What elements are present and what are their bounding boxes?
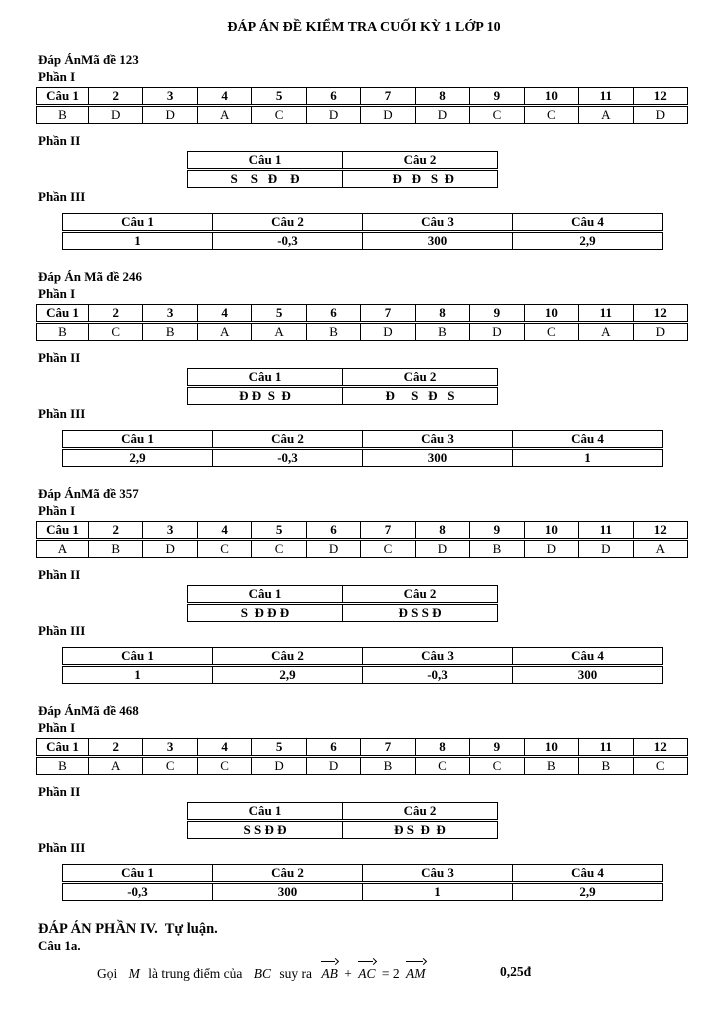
table-answer-row xyxy=(188,387,498,405)
numeric-answer-cell: 1 xyxy=(513,449,663,467)
table-header-row xyxy=(37,739,688,757)
table-header-row xyxy=(188,586,498,604)
choice-answer-cell: B xyxy=(37,106,89,124)
numeric-answer-cell: 2,9 xyxy=(513,232,663,250)
question-number-cell: 3 xyxy=(143,739,197,757)
question-number-cell: 5 xyxy=(252,88,306,106)
table-header-row xyxy=(63,431,663,449)
choice-answer-cell: D xyxy=(579,540,633,558)
question-number-cell: 8 xyxy=(415,522,469,540)
part2-label: Phần II xyxy=(38,133,81,148)
solution-word-mid1: là trung điểm của xyxy=(148,966,243,981)
question-number-cell: 4 xyxy=(197,522,251,540)
numeric-answer-cell: 300 xyxy=(363,449,513,467)
vector-ac-symbol: AC xyxy=(358,962,375,984)
question-number-cell: 10 xyxy=(524,305,578,323)
choice-answer-cell: C xyxy=(524,106,578,124)
numeric-answer-cell: 300 xyxy=(513,666,663,684)
part3-label: Phần III xyxy=(38,189,86,204)
question-number-cell: 12 xyxy=(633,305,687,323)
question-number-cell: 2 xyxy=(89,88,143,106)
part1-label: Phần I xyxy=(38,503,76,518)
section-heading: Đáp ÁnMã đề 123 xyxy=(38,52,139,67)
choice-answer-cell: A xyxy=(633,540,687,558)
true-false-answer-cell: Đ S S Đ xyxy=(343,604,498,622)
true-false-answer-cell: Đ S Đ Đ xyxy=(343,821,498,839)
part1-label: Phần I xyxy=(38,69,76,84)
question-label-cell: Câu 2 xyxy=(343,369,498,387)
choice-answer-cell: B xyxy=(37,757,89,775)
part3-answers-table xyxy=(62,864,663,901)
question-number-cell: 5 xyxy=(252,739,306,757)
question-number-cell: 9 xyxy=(470,522,524,540)
question-label-cell: Câu 1 xyxy=(188,369,343,387)
question-number-cell: 12 xyxy=(633,88,687,106)
choice-answer-cell: D xyxy=(361,106,415,124)
section-heading: Đáp ÁnMã đề 357 xyxy=(38,486,139,501)
question-number-cell: Câu 1 xyxy=(37,739,89,757)
question-label-cell: Câu 1 xyxy=(188,803,343,821)
question-number-cell: 10 xyxy=(524,88,578,106)
table-answer-row xyxy=(37,540,688,558)
choice-answer-cell: D xyxy=(633,323,687,341)
question-number-cell: 2 xyxy=(89,522,143,540)
part1-label: Phần I xyxy=(38,720,76,735)
choice-answer-cell: D xyxy=(306,757,360,775)
choice-answer-cell: D xyxy=(361,323,415,341)
question-label-cell: Câu 4 xyxy=(513,431,663,449)
numeric-answer-cell: 2,9 xyxy=(63,449,213,467)
choice-answer-cell: C xyxy=(361,540,415,558)
part2-label: Phần II xyxy=(38,567,81,582)
choice-answer-cell: D xyxy=(633,106,687,124)
question-number-cell: 3 xyxy=(143,88,197,106)
choice-answer-cell: C xyxy=(89,323,143,341)
part3-label: Phần III xyxy=(38,623,86,638)
table-answer-row xyxy=(188,821,498,839)
choice-answer-cell: B xyxy=(306,323,360,341)
equals-sign: = 2 xyxy=(381,966,400,981)
table-header-row xyxy=(63,865,663,883)
question-label-cell: Câu 2 xyxy=(343,152,498,170)
question-number-cell: 11 xyxy=(579,88,633,106)
question-number-cell: 11 xyxy=(579,305,633,323)
table-answer-row xyxy=(63,666,663,684)
choice-answer-cell: C xyxy=(252,106,306,124)
part1-answers-table xyxy=(36,521,688,558)
part1-answers-table xyxy=(36,87,688,124)
question-number-cell: 8 xyxy=(415,739,469,757)
question-label-cell: Câu 1 xyxy=(63,431,213,449)
question-number-cell: 3 xyxy=(143,522,197,540)
true-false-answer-cell: Đ S Đ S xyxy=(343,387,498,405)
question-number-cell: 10 xyxy=(524,739,578,757)
choice-answer-cell: B xyxy=(143,323,197,341)
plus-sign: + xyxy=(344,966,352,981)
solution-word-mid2: suy ra xyxy=(279,966,312,981)
answer-section-357 xyxy=(38,486,690,684)
essay-heading: ĐÁP ÁN PHẦN IV. Tự luận. xyxy=(38,921,218,937)
question-number-cell: 9 xyxy=(470,305,524,323)
table-answer-row xyxy=(188,604,498,622)
numeric-answer-cell: 300 xyxy=(213,883,363,901)
part3-answers-table xyxy=(62,647,663,684)
choice-answer-cell: C xyxy=(143,757,197,775)
choice-answer-cell: A xyxy=(579,323,633,341)
part3-answers-table xyxy=(62,213,663,250)
question-label-cell: Câu 4 xyxy=(513,865,663,883)
numeric-answer-cell: 1 xyxy=(63,666,213,684)
choice-answer-cell: D xyxy=(415,106,469,124)
choice-answer-cell: A xyxy=(89,757,143,775)
table-header-row xyxy=(188,369,498,387)
part2-label: Phần II xyxy=(38,784,81,799)
question-number-cell: 4 xyxy=(197,88,251,106)
choice-answer-cell: A xyxy=(37,540,89,558)
question-number-cell: 8 xyxy=(415,305,469,323)
question-number-cell: 11 xyxy=(579,739,633,757)
choice-answer-cell: A xyxy=(197,323,251,341)
choice-answer-cell: A xyxy=(579,106,633,124)
table-answer-row xyxy=(37,323,688,341)
choice-answer-cell: D xyxy=(89,106,143,124)
question-label-cell: Câu 1 xyxy=(63,214,213,232)
table-header-row xyxy=(37,305,688,323)
essay-question-label: Câu 1a. xyxy=(38,938,81,953)
question-label-cell: Câu 3 xyxy=(363,648,513,666)
true-false-answer-cell: S S Đ Đ xyxy=(188,821,343,839)
question-number-cell: 7 xyxy=(361,739,415,757)
choice-answer-cell: C xyxy=(470,757,524,775)
table-header-row xyxy=(37,522,688,540)
choice-answer-cell: C xyxy=(633,757,687,775)
point-m-symbol: M xyxy=(128,966,140,981)
question-label-cell: Câu 1 xyxy=(188,586,343,604)
question-label-cell: Câu 1 xyxy=(188,152,343,170)
page-title: ĐÁP ÁN ĐỀ KIỂM TRA CUỐI KỲ 1 LỚP 10 xyxy=(227,20,501,35)
choice-answer-cell: D xyxy=(143,540,197,558)
question-number-cell: 5 xyxy=(252,522,306,540)
table-header-row xyxy=(63,214,663,232)
table-answer-row xyxy=(37,757,688,775)
solution-line xyxy=(38,962,690,984)
table-answer-row xyxy=(63,232,663,250)
question-number-cell: 2 xyxy=(89,739,143,757)
choice-answer-cell: A xyxy=(197,106,251,124)
choice-answer-cell: A xyxy=(252,323,306,341)
choice-answer-cell: D xyxy=(143,106,197,124)
part2-answers-table xyxy=(187,368,498,405)
document-page xyxy=(38,20,690,984)
numeric-answer-cell: -0,3 xyxy=(363,666,513,684)
choice-answer-cell: D xyxy=(306,106,360,124)
part3-label: Phần III xyxy=(38,840,86,855)
numeric-answer-cell: 1 xyxy=(363,883,513,901)
question-number-cell: 5 xyxy=(252,305,306,323)
choice-answer-cell: B xyxy=(470,540,524,558)
true-false-answer-cell: Đ Đ S Đ xyxy=(343,170,498,188)
table-header-row xyxy=(63,648,663,666)
question-number-cell: 6 xyxy=(306,88,360,106)
numeric-answer-cell: -0,3 xyxy=(213,232,363,250)
part3-label: Phần III xyxy=(38,406,86,421)
true-false-answer-cell: S Đ Đ Đ xyxy=(188,604,343,622)
part1-label: Phần I xyxy=(38,286,76,301)
choice-answer-cell: D xyxy=(524,540,578,558)
question-number-cell: 7 xyxy=(361,88,415,106)
answer-section-123 xyxy=(38,52,690,250)
question-number-cell: Câu 1 xyxy=(37,522,89,540)
question-number-cell: 9 xyxy=(470,88,524,106)
question-label-cell: Câu 2 xyxy=(343,803,498,821)
choice-answer-cell: D xyxy=(415,540,469,558)
question-number-cell: Câu 1 xyxy=(37,305,89,323)
choice-answer-cell: C xyxy=(415,757,469,775)
choice-answer-cell: D xyxy=(306,540,360,558)
question-label-cell: Câu 4 xyxy=(513,648,663,666)
question-label-cell: Câu 3 xyxy=(363,431,513,449)
table-header-row xyxy=(188,152,498,170)
part3-answers-table xyxy=(62,430,663,467)
choice-answer-cell: D xyxy=(252,757,306,775)
choice-answer-cell: C xyxy=(524,323,578,341)
question-number-cell: 12 xyxy=(633,739,687,757)
table-header-row xyxy=(188,803,498,821)
choice-answer-cell: C xyxy=(197,757,251,775)
choice-answer-cell: B xyxy=(579,757,633,775)
numeric-answer-cell: 2,9 xyxy=(513,883,663,901)
part1-answers-table xyxy=(36,738,688,775)
numeric-answer-cell: -0,3 xyxy=(63,883,213,901)
part2-answers-table xyxy=(187,151,498,188)
question-number-cell: 8 xyxy=(415,88,469,106)
vector-am-symbol: AM xyxy=(406,962,426,984)
choice-answer-cell: C xyxy=(252,540,306,558)
question-label-cell: Câu 2 xyxy=(213,865,363,883)
question-label-cell: Câu 3 xyxy=(363,865,513,883)
part2-answers-table xyxy=(187,802,498,839)
solution-word-goi: Gọi xyxy=(97,966,118,981)
choice-answer-cell: B xyxy=(37,323,89,341)
question-label-cell: Câu 2 xyxy=(213,648,363,666)
segment-bc-symbol: BC xyxy=(253,966,271,981)
answer-section-246 xyxy=(38,269,690,467)
choice-answer-cell: C xyxy=(197,540,251,558)
question-number-cell: 6 xyxy=(306,522,360,540)
question-number-cell: 7 xyxy=(361,305,415,323)
question-number-cell: 6 xyxy=(306,305,360,323)
question-number-cell: 6 xyxy=(306,739,360,757)
table-answer-row xyxy=(37,106,688,124)
section-heading: Đáp ÁnMã đề 468 xyxy=(38,703,139,718)
numeric-answer-cell: 300 xyxy=(363,232,513,250)
table-answer-row xyxy=(63,449,663,467)
answer-section-468 xyxy=(38,703,690,901)
part2-label: Phần II xyxy=(38,350,81,365)
question-label-cell: Câu 1 xyxy=(63,648,213,666)
question-number-cell: Câu 1 xyxy=(37,88,89,106)
question-label-cell: Câu 1 xyxy=(63,865,213,883)
question-number-cell: 7 xyxy=(361,522,415,540)
question-number-cell: 3 xyxy=(143,305,197,323)
section-heading: Đáp Án Mã đề 246 xyxy=(38,269,143,284)
table-answer-row xyxy=(63,883,663,901)
choice-answer-cell: B xyxy=(89,540,143,558)
numeric-answer-cell: 2,9 xyxy=(213,666,363,684)
score-value: 0,25đ xyxy=(500,964,532,979)
question-number-cell: 4 xyxy=(197,739,251,757)
question-number-cell: 4 xyxy=(197,305,251,323)
question-number-cell: 12 xyxy=(633,522,687,540)
question-label-cell: Câu 2 xyxy=(343,586,498,604)
choice-answer-cell: B xyxy=(361,757,415,775)
essay-section xyxy=(38,920,690,984)
question-label-cell: Câu 4 xyxy=(513,214,663,232)
choice-answer-cell: B xyxy=(415,323,469,341)
question-label-cell: Câu 3 xyxy=(363,214,513,232)
part1-answers-table xyxy=(36,304,688,341)
choice-answer-cell: D xyxy=(470,323,524,341)
numeric-answer-cell: -0,3 xyxy=(213,449,363,467)
table-answer-row xyxy=(188,170,498,188)
vector-ab-symbol: AB xyxy=(321,962,338,984)
true-false-answer-cell: S S Đ Đ xyxy=(188,170,343,188)
choice-answer-cell: C xyxy=(470,106,524,124)
question-number-cell: 11 xyxy=(579,522,633,540)
table-header-row xyxy=(37,88,688,106)
question-label-cell: Câu 2 xyxy=(213,431,363,449)
question-number-cell: 2 xyxy=(89,305,143,323)
numeric-answer-cell: 1 xyxy=(63,232,213,250)
question-number-cell: 10 xyxy=(524,522,578,540)
true-false-answer-cell: Đ Đ S Đ xyxy=(188,387,343,405)
question-number-cell: 9 xyxy=(470,739,524,757)
part2-answers-table xyxy=(187,585,498,622)
choice-answer-cell: B xyxy=(524,757,578,775)
question-label-cell: Câu 2 xyxy=(213,214,363,232)
